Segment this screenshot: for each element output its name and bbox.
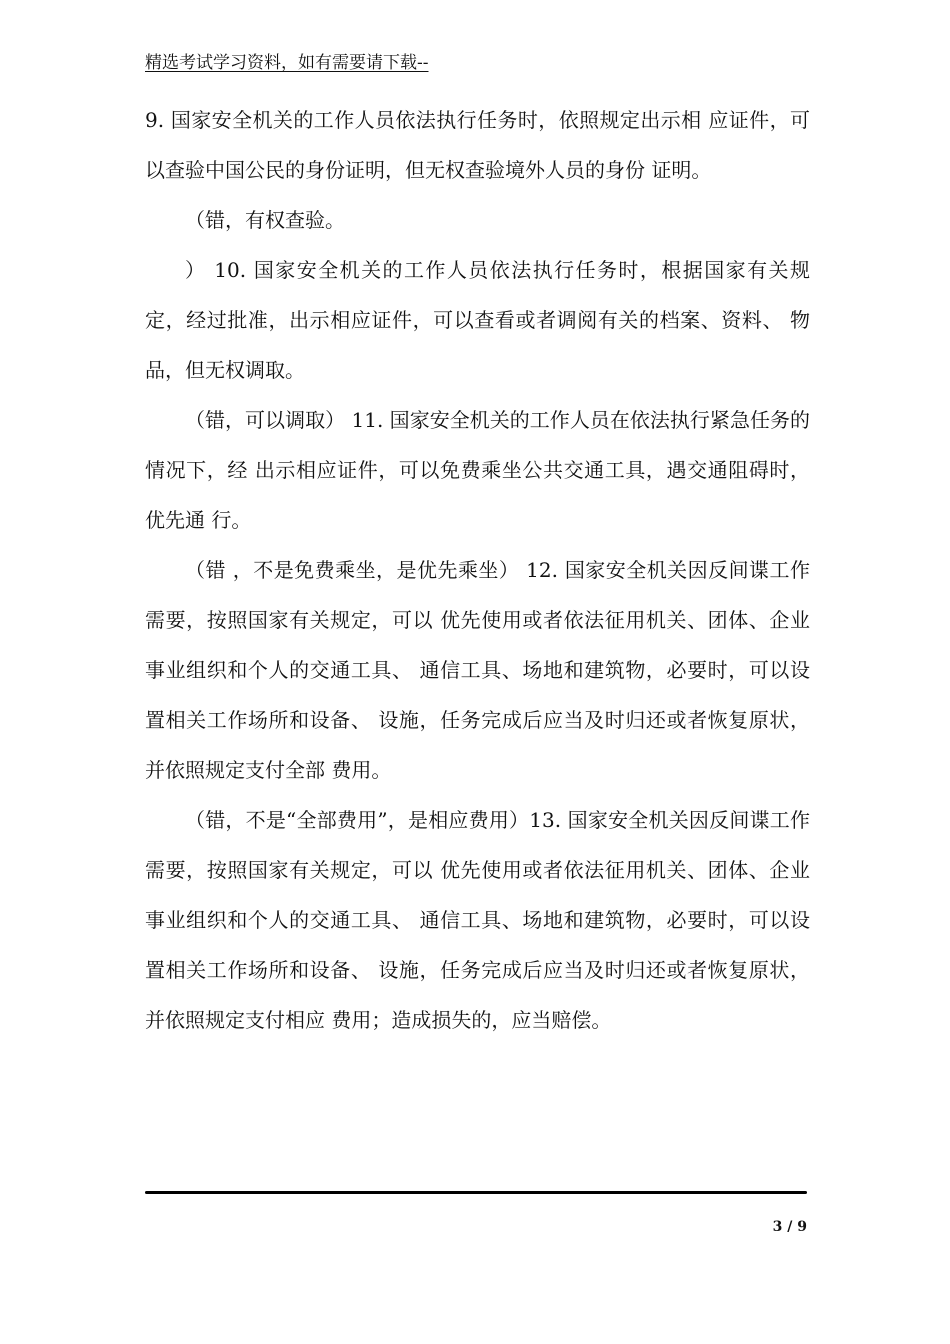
- page-header: 精选考试学习资料，如有需要请下载--: [145, 53, 429, 73]
- paragraph-question-9: 9. 国家安全机关的工作人员依法执行任务时，依照规定出示相 应证件，可以查验中国公民的身份证明，但无权查验境外人员的身份 证明。: [145, 108, 810, 182]
- page-number: 3 / 9: [772, 1219, 807, 1235]
- paragraph-question-11: （错，可以调取） 11. 国家安全机关的工作人员在依法执行紧急任务的情况下，经 出示相应证件，可以免费乘坐公共交通工具，遇交通阻碍时，优先通 行。: [145, 408, 810, 532]
- document-body: [145, 95, 810, 1045]
- paragraph-question-13: （错，不是“全部费用”，是相应费用）13. 国家安全机关因反间谍工作需要，按照国家有关规定，可以 优先使用或者依法征用机关、团体、企业事业组织和个人的交通工具、 通信工具、场地和建筑物，必要时，可以设置相关工作场所和设备、 设施，任务完成后应当及时归还或者恢复原状，并依照规定支付相应 费用；造成损失的，应当赔偿。: [145, 808, 810, 1032]
- paragraph-answer-9: （错，有权查验。: [185, 208, 345, 232]
- footer-divider: [145, 1191, 807, 1194]
- paragraph-question-10: ） 10. 国家安全机关的工作人员依法执行任务时，根据国家有关规 定，经过批准，出示相应证件，可以查看或者调阅有关的档案、资料、 物品，但无权调取。: [145, 258, 810, 382]
- paragraph-question-12: （错 ，不是免费乘坐，是优先乘坐） 12. 国家安全机关因反间谍工作需要，按照国家有关规定，可以 优先使用或者依法征用机关、团体、企业事业组织和个人的交通工具、 通信工具、场地和建筑物，必要时，可以设置相关工作场所和设备、 设施，任务完成后应当及时归还或者恢复原状，并依照规定支付全部 费用。: [145, 558, 810, 782]
